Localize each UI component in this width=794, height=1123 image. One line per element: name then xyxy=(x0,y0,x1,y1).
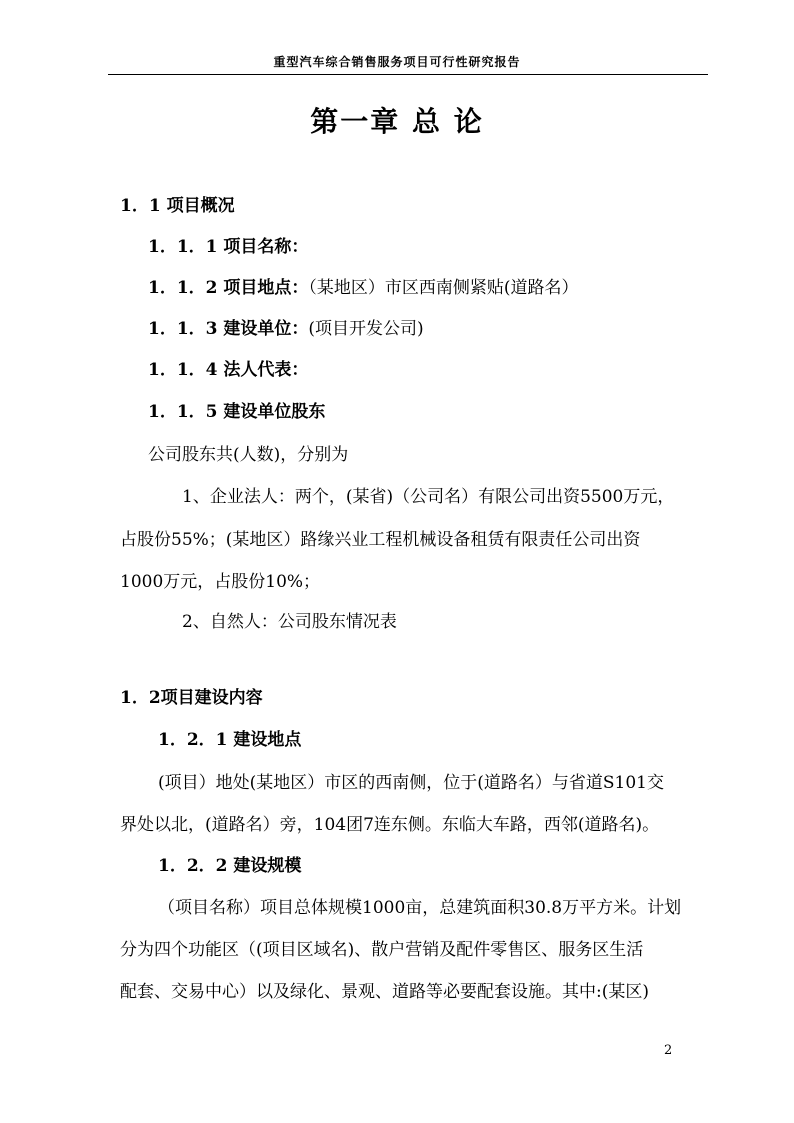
natural-person-line: 2、自然人：公司股东情况表 xyxy=(182,612,397,632)
section-1-1-4-heading: 1．1．4 法人代表： xyxy=(148,360,309,380)
header-rule xyxy=(108,74,708,75)
running-header: 重型汽车综合销售服务项目可行性研究报告 xyxy=(273,55,521,69)
section-1-1-3-line xyxy=(148,314,424,339)
section-1-1-2-line xyxy=(148,273,579,298)
location-line-1: (项目）地处(某地区）市区的西南侧，位于(道路名）与省道S101交 xyxy=(158,773,664,793)
legal-person-line-2: 占股份55%；(某地区）路缘兴业工程机械设备租赁有限责任公司出资 xyxy=(120,530,641,550)
scale-line-3: 配套、交易中心）以及绿化、景观、道路等必要配套设施。其中:(某区) xyxy=(120,982,649,1002)
section-1-1-2-label: 1．1．2 项目地点： xyxy=(148,278,309,298)
section-1-1-5-heading: 1．1．5 建设单位股东 xyxy=(148,402,326,422)
section-1-2-2-heading: 1．2．2 建设规模 xyxy=(158,856,302,876)
scale-line-1: （项目名称）项目总体规模1000亩，总建筑面积30.8万平方米。计划 xyxy=(158,898,682,918)
section-1-1-1-heading: 1．1．1 项目名称： xyxy=(148,237,309,257)
shareholders-intro: 公司股东共(人数)，分别为 xyxy=(148,445,349,465)
legal-person-line-3: 1000万元，占股份10%； xyxy=(120,572,321,592)
construction-unit-value: (项目开发公司) xyxy=(308,319,424,339)
section-1-2-1-heading: 1．2．1 建设地点 xyxy=(158,730,302,750)
section-1-1-3-label: 1．1．3 建设单位： xyxy=(148,319,309,339)
location-line-2: 界处以北，(道路名）旁，104团7连东侧。东临大车路，西邻(道路名)。 xyxy=(120,815,660,835)
page-number: 2 xyxy=(664,1043,673,1058)
scale-line-2: 分为四个功能区（(项目区域名)、散户营销及配件零售区、服务区生活 xyxy=(120,940,644,960)
legal-person-line-1: 1、企业法人：两个，(某省)（公司名）有限公司出资5500万元， xyxy=(182,487,675,507)
section-1-2-heading: 1．2项目建设内容 xyxy=(120,688,263,708)
project-location-value: （某地区）市区西南侧紧贴(道路名） xyxy=(308,278,579,298)
chapter-title: 第一章 总 论 xyxy=(310,105,484,138)
section-1-1-heading: 1．1 项目概况 xyxy=(120,196,235,216)
